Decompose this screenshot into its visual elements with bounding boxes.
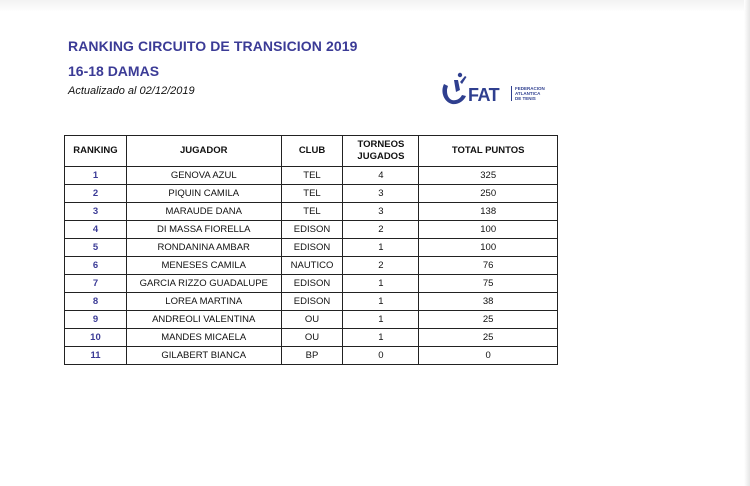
tournaments-cell: 1 bbox=[343, 239, 419, 257]
tournaments-cell: 2 bbox=[343, 221, 419, 239]
points-cell: 76 bbox=[419, 257, 558, 275]
player-cell: MENESES CAMILA bbox=[126, 257, 281, 275]
table-row bbox=[65, 185, 558, 203]
table-row bbox=[65, 203, 558, 221]
tournaments-cell: 3 bbox=[343, 203, 419, 221]
points-cell: 38 bbox=[419, 293, 558, 311]
header-puntos: TOTAL PUNTOS bbox=[419, 136, 558, 167]
points-cell: 250 bbox=[419, 185, 558, 203]
tournaments-cell: 4 bbox=[343, 167, 419, 185]
club-cell: TEL bbox=[281, 185, 343, 203]
fat-logo bbox=[438, 70, 550, 114]
player-cell: PIQUIN CAMILA bbox=[126, 185, 281, 203]
tennis-player-icon bbox=[438, 70, 472, 114]
tournaments-cell: 3 bbox=[343, 185, 419, 203]
ranking-table bbox=[64, 135, 558, 365]
club-cell: EDISON bbox=[281, 275, 343, 293]
table-row bbox=[65, 311, 558, 329]
category-subtitle: 16-18 DAMAS bbox=[68, 63, 160, 79]
tournaments-cell: 1 bbox=[343, 311, 419, 329]
rank-cell: 11 bbox=[65, 347, 127, 365]
rank-cell: 8 bbox=[65, 293, 127, 311]
points-cell: 75 bbox=[419, 275, 558, 293]
club-cell: BP bbox=[281, 347, 343, 365]
tournaments-cell: 1 bbox=[343, 293, 419, 311]
club-cell: TEL bbox=[281, 203, 343, 221]
club-cell: EDISON bbox=[281, 221, 343, 239]
header-club: CLUB bbox=[281, 136, 343, 167]
table-row bbox=[65, 293, 558, 311]
rank-cell: 1 bbox=[65, 167, 127, 185]
player-cell: MANDES MICAELA bbox=[126, 329, 281, 347]
club-cell: OU bbox=[281, 329, 343, 347]
updated-date: Actualizado al 02/12/2019 bbox=[68, 85, 195, 97]
club-cell: EDISON bbox=[281, 293, 343, 311]
header-torneos: TORNEOS JUGADOS bbox=[343, 136, 419, 167]
rank-cell: 6 bbox=[65, 257, 127, 275]
header-jugador: JUGADOR bbox=[126, 136, 281, 167]
points-cell: 100 bbox=[419, 239, 558, 257]
table-row bbox=[65, 239, 558, 257]
points-cell: 138 bbox=[419, 203, 558, 221]
rank-cell: 10 bbox=[65, 329, 127, 347]
page-top-shadow bbox=[0, 0, 750, 12]
rank-cell: 9 bbox=[65, 311, 127, 329]
points-cell: 25 bbox=[419, 311, 558, 329]
logo-text: FAT bbox=[468, 85, 500, 105]
tournaments-cell: 0 bbox=[343, 347, 419, 365]
player-cell: MARAUDE DANA bbox=[126, 203, 281, 221]
tournaments-cell: 1 bbox=[343, 329, 419, 347]
player-cell: GARCIA RIZZO GUADALUPE bbox=[126, 275, 281, 293]
table-row bbox=[65, 221, 558, 239]
table-row bbox=[65, 347, 558, 365]
player-cell: LOREA MARTINA bbox=[126, 293, 281, 311]
rank-cell: 4 bbox=[65, 221, 127, 239]
table-row bbox=[65, 257, 558, 275]
points-cell: 0 bbox=[419, 347, 558, 365]
table-row bbox=[65, 275, 558, 293]
table-header-row bbox=[65, 136, 558, 167]
page-right-shadow bbox=[744, 0, 750, 486]
tournaments-cell: 1 bbox=[343, 275, 419, 293]
club-cell: NAUTICO bbox=[281, 257, 343, 275]
logo-federation-text: FEDERACION ATLANTICA DE TENIS bbox=[511, 86, 555, 101]
rank-cell: 3 bbox=[65, 203, 127, 221]
points-cell: 325 bbox=[419, 167, 558, 185]
player-cell: GILABERT BIANCA bbox=[126, 347, 281, 365]
rank-cell: 7 bbox=[65, 275, 127, 293]
points-cell: 25 bbox=[419, 329, 558, 347]
rank-cell: 5 bbox=[65, 239, 127, 257]
player-cell: GENOVA AZUL bbox=[126, 167, 281, 185]
points-cell: 100 bbox=[419, 221, 558, 239]
header-ranking: RANKING bbox=[65, 136, 127, 167]
tournaments-cell: 2 bbox=[343, 257, 419, 275]
page-title: RANKING CIRCUITO DE TRANSICION 2019 bbox=[68, 38, 358, 54]
rank-cell: 2 bbox=[65, 185, 127, 203]
player-cell: ANDREOLI VALENTINA bbox=[126, 311, 281, 329]
player-cell: RONDANINA AMBAR bbox=[126, 239, 281, 257]
table-row bbox=[65, 329, 558, 347]
club-cell: TEL bbox=[281, 167, 343, 185]
table-row bbox=[65, 167, 558, 185]
club-cell: EDISON bbox=[281, 239, 343, 257]
ranking-body bbox=[65, 167, 558, 365]
club-cell: OU bbox=[281, 311, 343, 329]
player-cell: DI MASSA FIORELLA bbox=[126, 221, 281, 239]
